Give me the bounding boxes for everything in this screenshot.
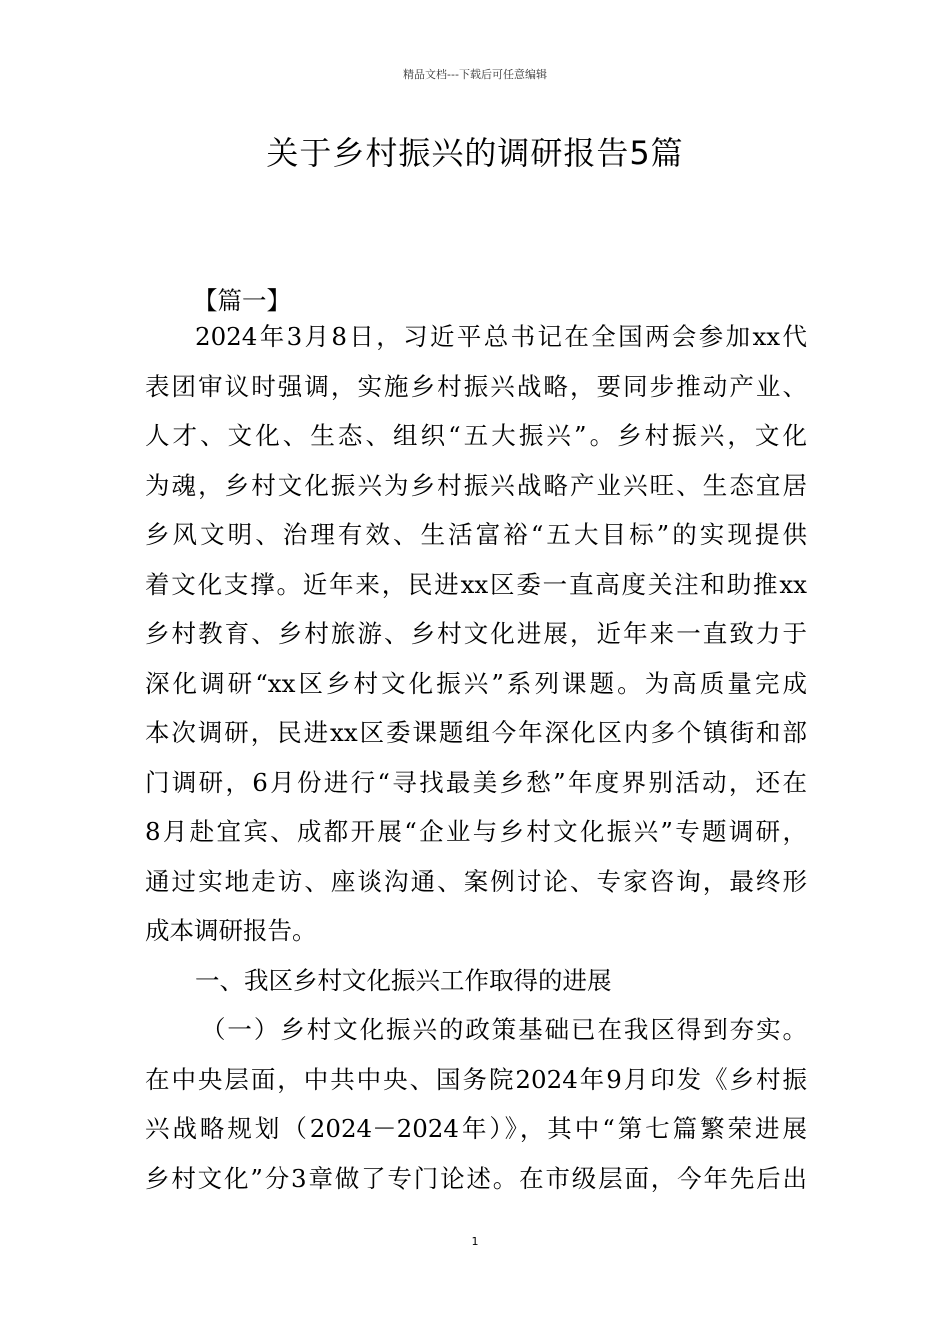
- document-body: [145, 312, 807, 1203]
- paragraph-line: 着文化支撑。近年来，民进xx区委一直高度关注和助推xx: [145, 569, 807, 599]
- paragraph-line: 本次调研，民进xx区委课题组今年深化区内多个镇街和部: [145, 718, 807, 747]
- paragraph-line: 8月赴宜宾、成都开展“企业与乡村文化振兴”专题调研，: [145, 817, 807, 846]
- document-title: 关于乡村振兴的调研报告5篇: [266, 134, 684, 172]
- section-heading: 【篇一】: [193, 286, 291, 315]
- paragraph-line: 通过实地走访、座谈沟通、案例讨论、专家咨询，最终形: [145, 866, 807, 896]
- paragraph-line: 为魂，乡村文化振兴为乡村振兴战略产业兴旺、生态宜居: [145, 470, 807, 500]
- paragraph-line: 在中央层面，中共中央、国务院2024年9月印发《乡村振: [145, 1064, 807, 1094]
- page-header-note: 精品文档---下载后可任意编辑: [403, 68, 547, 81]
- paragraph-line: （一）乡村文化振兴的政策基础已在我区得到夯实。: [201, 1015, 807, 1044]
- paragraph-line: 表团审议时强调，实施乡村振兴战略，要同步推动产业、: [145, 371, 807, 401]
- paragraph-line: 门调研，6月份进行“寻找最美乡愁”年度界别活动，还在: [145, 767, 807, 797]
- section-subheading: 一、我区乡村文化振兴工作取得的进展: [195, 965, 612, 995]
- paragraph-line: 人才、文化、生态、组织“五大振兴”。乡村振兴，文化: [145, 421, 807, 450]
- paragraph-line: 深化调研“xx区乡村文化振兴”系列课题。为高质量完成: [145, 668, 807, 698]
- paragraph-line: 乡风文明、治理有效、生活富裕“五大目标”的实现提供: [145, 520, 807, 549]
- paragraph-line: 乡村文化”分3章做了专门论述。在市级层面，今年先后出: [145, 1163, 807, 1193]
- paragraph-line: 兴战略规划（2024－2024年）》，其中“第七篇繁荣进展: [145, 1114, 807, 1143]
- paragraph-line: 2024年3月8日，习近平总书记在全国两会参加xx代: [195, 322, 807, 351]
- paragraph-line: 成本调研报告。: [145, 916, 317, 945]
- paragraph-line: 乡村教育、乡村旅游、乡村文化进展，近年来一直致力于: [145, 619, 807, 648]
- page-number: 1: [471, 1235, 479, 1248]
